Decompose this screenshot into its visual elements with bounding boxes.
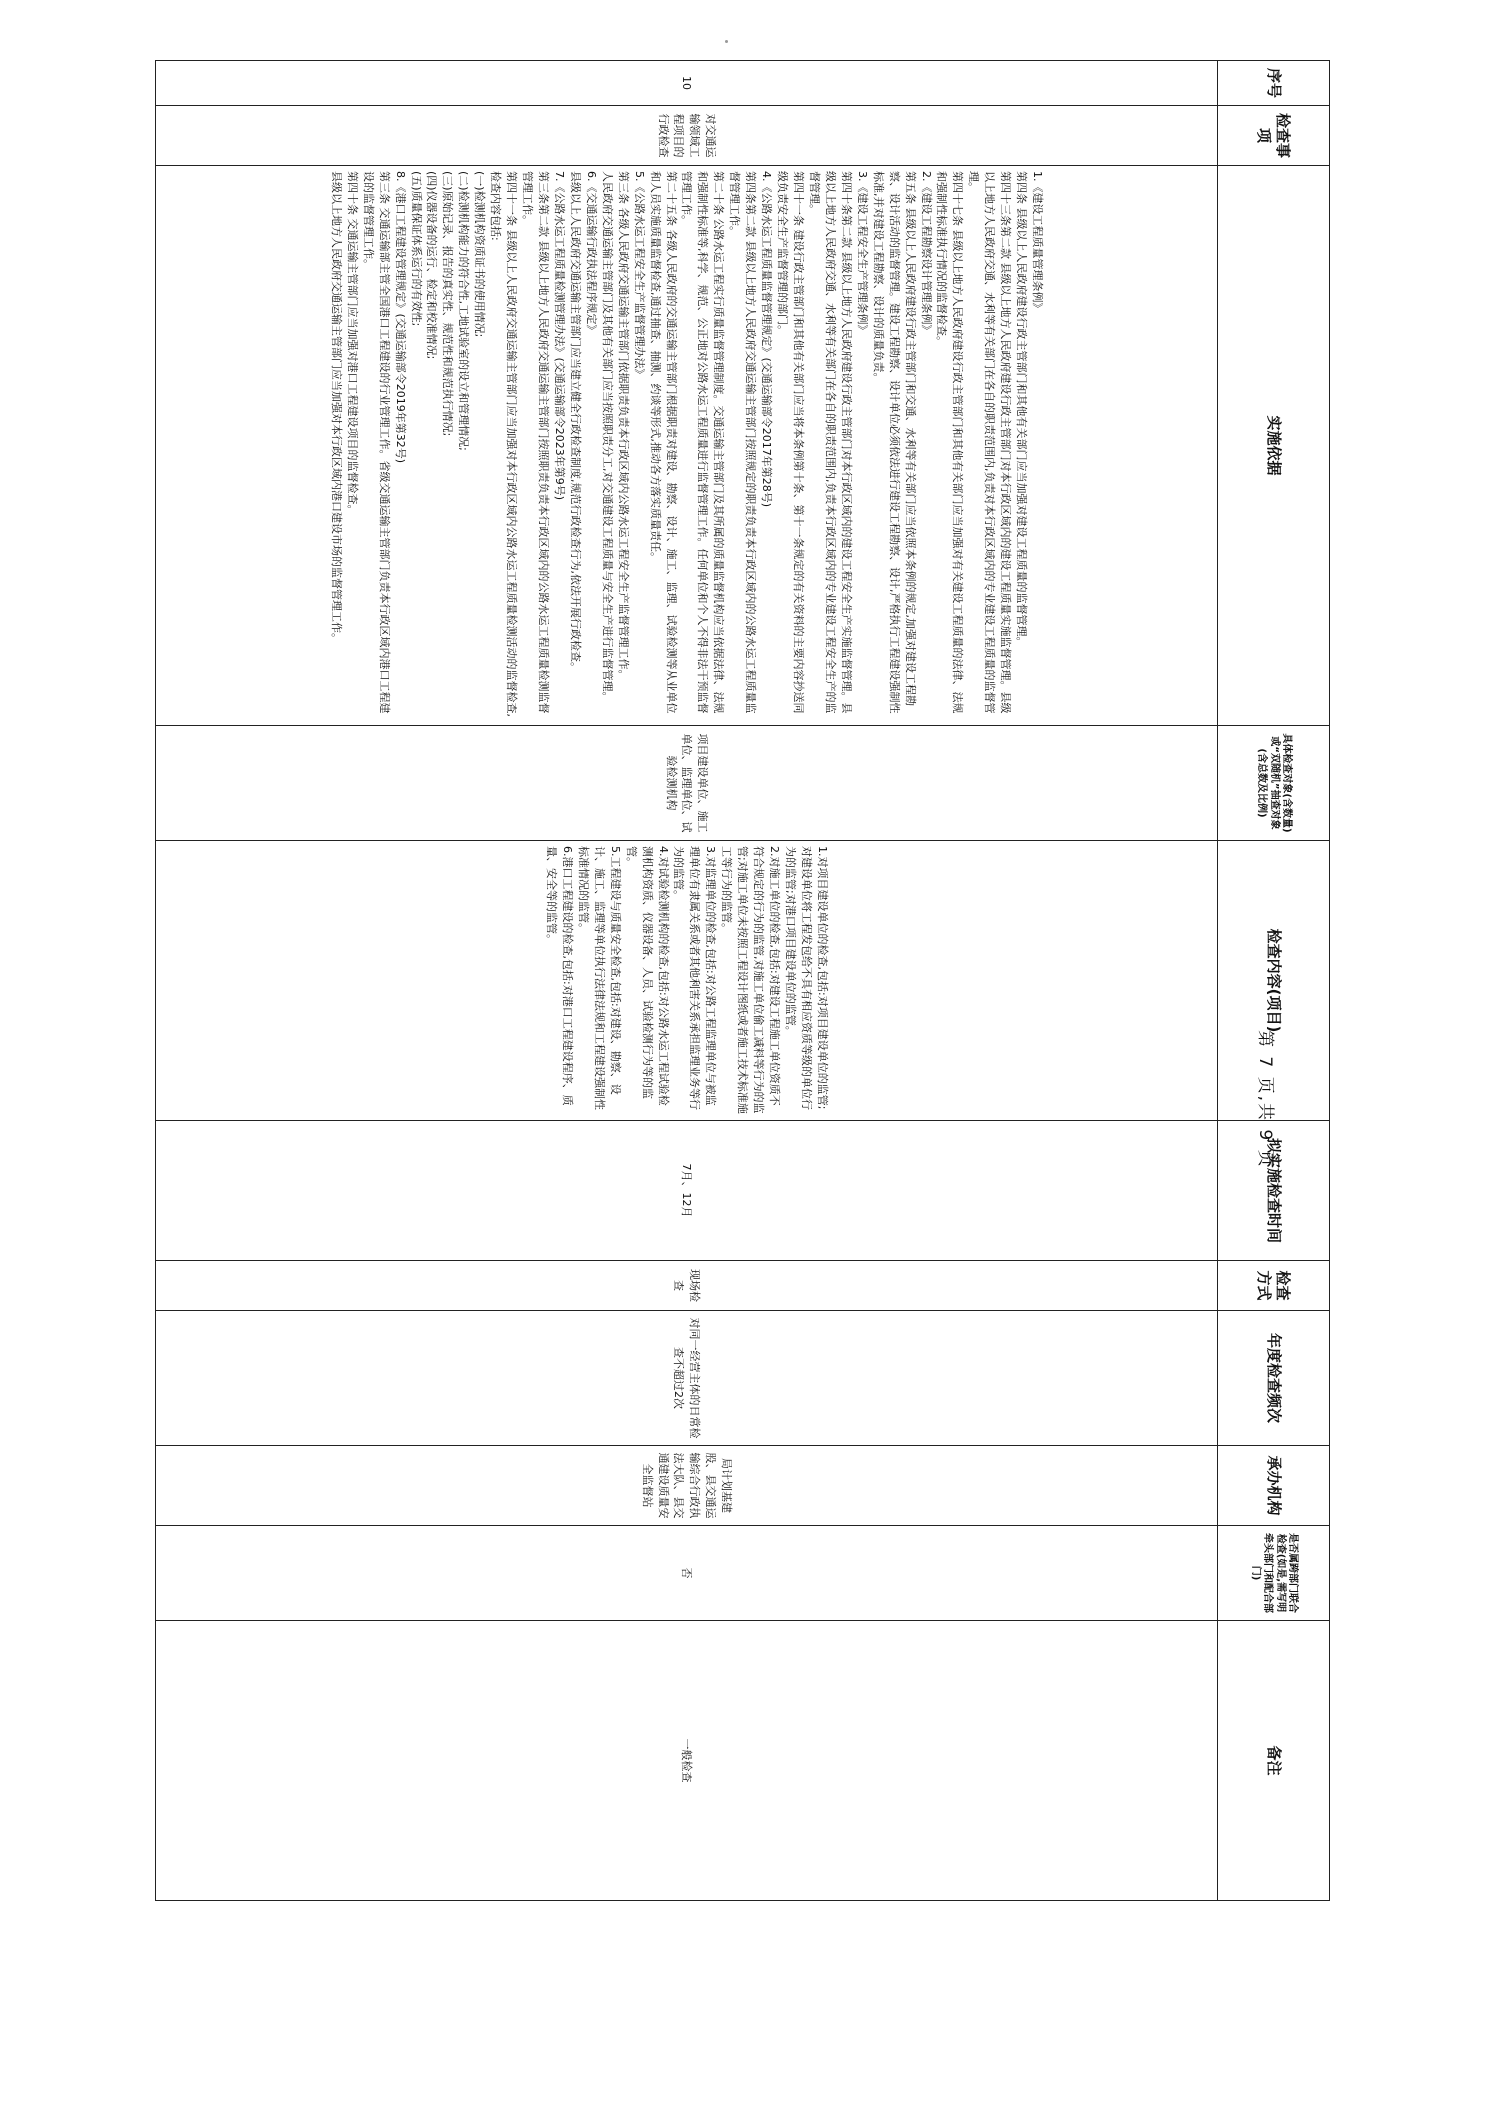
col-header-item: 检查事项 [1218, 106, 1330, 166]
cell-item: 对交通运输领域工程项目的行政检查 [156, 106, 1218, 166]
cell-basis [156, 166, 1218, 726]
basis-line: 3.《建设工程安全生产管理条例》 [855, 171, 869, 336]
cell-remark: 一般检查 [156, 1621, 1218, 1901]
cell-time: 7月、12月 [156, 1121, 1218, 1261]
basis-line: 1.《建设工程质量管理条例》 [1031, 171, 1045, 314]
basis-line: 第四条第二款 县级以上地方人民政府交通运输主管部门按照规定的职责负责本行政区域内的公路水运工程质量监督管理工作。 [728, 171, 758, 714]
basis-line: (一)检测机构资质证书的使用情况; [473, 171, 487, 338]
inspection-table [155, 60, 1330, 1901]
page-footer: 第 7 页,共 9 页 [1255, 1030, 1275, 1169]
basis-line: (二)检测机构能力的符合性,工地试验室的设立和管理情况; [457, 171, 471, 451]
basis-line: 第三条 交通运输部主管全国港口工程建设的行业管理工作。省级交通运输主管部门负责本行政区域内港口工程建设的监督管理工作。 [361, 171, 391, 714]
header-row [1218, 61, 1330, 1901]
cell-content [156, 841, 1218, 1121]
basis-line: 6.《交通运输行政执法程序规定》 [584, 171, 598, 336]
basis-line: 7.《公路水运工程质量检测管理办法》(交通运输部令2023年第9号) [552, 171, 566, 501]
basis-line: 第三条 各级人民政府交通运输主管部门依据职责负责本行政区域内公路水运工程安全生产监督管理工作。 [616, 171, 630, 681]
col-header-target: 具体检查对象(含数量)或“双随机”抽查对象(含总数及比例) [1218, 726, 1330, 841]
content-line: 5.工程建设与质量安全检查,包括:对建设、勘察、设计、施工、监理等单位执行法律法规和工程建设强制性标准情况的监管。 [576, 846, 622, 1110]
basis-line: 第四十一条 建设行政主管部门和其他有关部门应当将本条例第十条、第十一条规定的有关资料的主要内容抄送同级负责安全生产监督管理的部门。 [776, 171, 806, 714]
scan-dot [725, 40, 728, 43]
col-header-agency: 承办机构 [1218, 1446, 1330, 1526]
basis-line: 第四条 县级以上人民政府建设行政主管部门和其他有关部门应当加强对建设工程质量的监督管理。 [1015, 171, 1029, 648]
basis-line: 第五条 县级以上人民政府建设行政主管部门和交通、水利等有关部门应当依照本条例的规定,加强对建设工程勘察、设计活动的监督管理。建设工程勘察、设计单位必须依法进行建设工程勘察、设计,严格执行工程建设强制性标准,并对建设工程勘察、设计的质量负责。 [871, 171, 917, 714]
basis-line: 人民政府交通运输主管部门及其他有关部门应当按照职责分工,对交通建设工程质量与安全生产进行监督管理。 [600, 171, 614, 703]
col-header-method: 检查方式 [1218, 1261, 1330, 1311]
col-header-basis: 实施依据 [1218, 166, 1330, 726]
basis-line: 4.《公路水运工程质量监督管理规定》(交通运输部令2017年第28号) [760, 171, 774, 508]
col-header-remark: 备注 [1218, 1621, 1330, 1901]
basis-line: 第四十一条 县级以上人民政府交通运输主管部门应当加强对本行政区域内公路水运工程质量检测活动的监督检查,检查内容包括: [489, 171, 519, 717]
basis-line: 县级以上地方人民政府交通运输主管部门应当加强对本行政区域内港口建设市场的监督管理工作。 [329, 171, 343, 644]
basis-line: 第三条第二款 县级以上地方人民政府交通运输主管部门按照职责负责本行政区域内的公路水运工程质量检测监督管理工作。 [521, 171, 551, 714]
cell-index: 10 [156, 61, 1218, 106]
basis-line: 第二十五条 各级人民政府的交通运输主管部门根据职责对建设、勘察、设计、施工、监理、试验检测等从业单位和人员实施质量监督检查,通过抽查、抽测、约谈等形式,推动各方落实质量责任。 [648, 171, 678, 714]
col-header-index: 序号 [1218, 61, 1330, 106]
basis-line: 第四十七条 县级以上地方人民政府建设行政主管部门和其他有关部门应当加强对有关建设工程质量的法律、法规和强制性标准执行情况的监督检查。 [935, 171, 965, 714]
basis-line: (五)质量保证体系运行的有效性; [409, 171, 423, 327]
cell-frequency: 对同一经营主体的日常检查不超过2次 [156, 1311, 1218, 1446]
content-line: 4.对试验检测机构的检查,包括:对公路水运工程试验检测机构资质、仪器设备、人员、试验检测行为等的监管。 [624, 846, 670, 1106]
col-header-content: 检查内容(项目) [1218, 841, 1330, 1121]
content-line: 1.对项目建设单位的检查,包括:对项目建设单位的监管;对建设单位将工程发包给不具有相应资质等级的单位行为的监管;对港口项目建设单位的监管。 [784, 846, 829, 1110]
basis-line: 8.《港口工程建设管理规定》(交通运输部令2019年第32号) [393, 171, 407, 464]
rotated-table-wrapper [155, 60, 1330, 1900]
basis-line: 5.《公路水运工程安全生产监督管理办法》 [632, 171, 646, 380]
col-header-joint: 是否属跨部门联合检查(如是,需写明牵头部门和配合部门) [1218, 1526, 1330, 1621]
cell-agency: 局计划基建股、县交通运输综合行政执法大队、县交通建设质量安全监督站 [156, 1446, 1218, 1526]
table-row [156, 61, 1218, 1901]
cell-target: 项目建设单位、施工单位、监理单位、试验检测机构 [156, 726, 1218, 841]
col-header-time: 拟实施检查时间 [1218, 1121, 1330, 1261]
col-header-frequency: 年度检查频次 [1218, 1311, 1330, 1446]
cell-joint: 否 [156, 1526, 1218, 1621]
basis-line: 第四十三条第二款 县级以上地方人民政府建设行政主管部门对本行政区域内的建设工程质量实施监督管理。县级以上地方人民政府交通、水利等有关部门在各自的职责范围内,负责对本行政区域内的专业建设工程质量的监督管理。 [967, 171, 1013, 714]
basis-line: (四)仪器设备的运行、检定和校准情况; [425, 171, 439, 360]
content-line: 6.港口工程建设的检查,包括:对港口工程建设程序、质量、安全等的监管。 [545, 846, 574, 1106]
basis-line: 第四十条 交通运输主管部门应当加强对港口工程建设项目的监督检查。 [345, 171, 359, 516]
basis-line: (三)原始记录、报告的真实性、规范性和规范执行情况; [441, 171, 455, 437]
basis-line: 县级以上人民政府交通运输主管部门应当建立健全行政检查制度,规范行政检查行为,依法开展行政检查。 [568, 171, 582, 673]
basis-line: 第四十条第二款 县级以上地方人民政府建设行政主管部门对本行政区域内的建设工程安全生产实施监督管理。县级以上地方人民政府交通、水利等有关部门在各自的职责范围内,负责本行政区域内的专业建设工程安全生产的监督管理。 [807, 171, 853, 714]
cell-method: 现场检查 [156, 1261, 1218, 1311]
content-line: 3.对监理单位的检查,包括:对公路工程监理单位与被监理单位有隶属关系或者其他利害关系承担监理业务等行为的监管。 [672, 846, 718, 1110]
basis-line: 2.《建设工程勘察设计管理条例》 [919, 171, 933, 336]
basis-line: 第二十条 公路水运工程实行质量监督管理制度。交通运输主管部门及其所属的质量监督机构应当依据法律、法规和强制性标准等,科学、规范、公正地对公路水运工程质量进行监督管理工作。任何单位和个人不得非法干预监督管理工作。 [680, 171, 726, 714]
content-line: 2.对施工单位的检查,包括:对建设工程施工单位资质不符合规定的行为的监管,对施工单位偷工减料等行为的监管;对施工单位未按照工程设计图纸或者施工技术标准施工等行为的监管。 [720, 846, 782, 1114]
